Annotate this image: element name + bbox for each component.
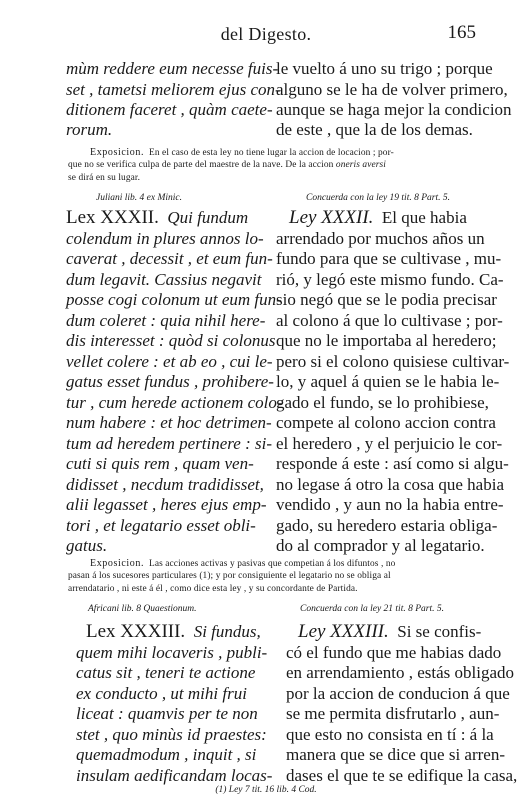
exposicion-text: En el caso de esta ley no tiene lugar la accion de locacion ; por- xyxy=(149,148,394,158)
exposicion-label: Exposicion. xyxy=(90,558,145,569)
spanish-line: arrendado por muchos años un xyxy=(276,228,485,248)
latin-line: dum legavit. Cassius negavit xyxy=(66,269,262,289)
spanish-line: el heredero , y el perjuicio le cor- xyxy=(276,433,503,453)
exposicion-text: se dirá en su lugar. xyxy=(68,173,141,183)
spanish-text: Si se confis- xyxy=(397,622,482,641)
spanish-line: que esto no consista en tí : á la xyxy=(286,724,494,744)
spanish-text: El que habia xyxy=(381,208,467,227)
citation-header: Juliani lib. 4 ex Minic. xyxy=(96,193,183,203)
exposicion-text: arrendatario , ni este á él , como dice esta ley , y su concordante de Partida. xyxy=(68,584,358,594)
concordance-header: Concuerda con la ley 21 tit. 8 Part. 5. xyxy=(300,604,444,614)
latin-line: tori , et legatario esset obli- xyxy=(66,515,256,535)
spanish-line: de este , que la de los demas. xyxy=(276,120,473,139)
lex-heading: Lex XXXII. xyxy=(66,207,159,228)
concordance-header: Concuerda con la ley 19 tit. 8 Part. 5. xyxy=(306,193,450,203)
spanish-line: no legase á otro la cosa que habia xyxy=(276,474,504,494)
spanish-line: por la accion de conducion á que xyxy=(286,683,510,703)
spanish-line: alguno se le ha de volver primero, xyxy=(276,80,508,99)
latin-line: stet , quo minùs id praestes: xyxy=(76,724,267,744)
spanish-line: al colono á que lo cultivase ; por- xyxy=(276,310,503,330)
latin-line: quem mihi locaveris , publi- xyxy=(76,642,268,662)
latin-text: Qui fundum xyxy=(167,208,249,227)
exposicion-note xyxy=(68,159,386,172)
exposicion-label: Exposicion. xyxy=(90,147,145,158)
spanish-line: dases el que te se edifique la casa, xyxy=(286,765,518,785)
spanish-line: vendido , y aun no la habia entre- xyxy=(276,495,504,514)
page-number: 165 xyxy=(447,22,476,43)
latin-line: gatus. xyxy=(66,536,108,555)
ley-heading: Ley XXXII. xyxy=(289,207,374,228)
latin-line: tum ad heredem pertinere : si- xyxy=(66,433,272,453)
latin-line: rorum. xyxy=(66,120,113,139)
spanish-line: se me permita disfrutarlo , aun- xyxy=(286,704,500,723)
spanish-line: gado, su heredero estaria obliga- xyxy=(276,515,498,535)
latin-line: cuti si quis rem , quam ven- xyxy=(66,454,254,473)
latin-line: catus sit , teneri te actione xyxy=(76,663,256,682)
footnote: (1) Ley 7 tit. 16 lib. 4 Cod. xyxy=(215,785,317,795)
spanish-line: rió, y legó este mismo fundo. Ca- xyxy=(276,269,504,289)
latin-line: alii legasset , heres ejus emp- xyxy=(66,495,267,514)
spanish-line: pero si el colono quisiese cultivar- xyxy=(276,351,510,371)
latin-line: set , tametsi meliorem ejus con- xyxy=(66,80,281,99)
spanish-line: aunque se haga mejor la condicion xyxy=(276,100,512,119)
latin-line: posse cogi colonum ut eum fun- xyxy=(66,290,282,309)
latin-line: tur , cum herede actionem colo- xyxy=(66,392,283,412)
latin-line: insulam aedificandam locas- xyxy=(76,765,273,785)
spanish-line: do al comprador y al legatario. xyxy=(276,536,485,555)
spanish-line: en arrendamiento , estás obligado xyxy=(286,663,515,682)
spanish-line xyxy=(289,208,467,227)
spanish-line: gado el fundo, se lo prohibiese, xyxy=(276,392,489,412)
running-title: del Digesto. xyxy=(220,24,312,44)
spanish-line: fundo para que se cultivase , mu- xyxy=(276,249,502,268)
latin-line: vellet colere : et ab eo , cui le- xyxy=(66,351,273,371)
latin-line: num habere : et hoc detrimen- xyxy=(66,413,272,432)
latin-text: Si fundus, xyxy=(193,622,261,641)
spanish-line: le vuelto á uno su trigo ; porque xyxy=(276,59,493,78)
latin-line: didisset , necdum tradidisset, xyxy=(66,474,264,494)
latin-line: ditionem faceret , quàm caete- xyxy=(66,100,273,119)
exposicion-text: Las acciones activas y pasivas que competian á los difuntos , no xyxy=(149,559,396,569)
latin-line: gatus esset fundus , prohibere- xyxy=(66,372,274,391)
spanish-line: compete al colono accion contra xyxy=(276,413,496,432)
lex-heading: Lex XXXIII. xyxy=(86,621,186,642)
latin-line: ex conducto , ut mihi frui xyxy=(76,683,247,703)
latin-line: colendum in plures annos lo- xyxy=(66,228,264,248)
spanish-line: responde á este : así como si algu- xyxy=(276,454,509,473)
latin-line xyxy=(86,622,261,641)
latin-line: mùm reddere eum necesse fuis- xyxy=(66,59,279,78)
ley-heading: Ley XXXIII. xyxy=(298,621,389,642)
latin-line: quemadmodum , inquit , si xyxy=(76,745,257,764)
latin-line: dis interesset : quòd si colonus xyxy=(66,331,276,350)
latin-line: liceat : quamvis per te non xyxy=(76,704,258,723)
latin-line: caverat , decessit , et eum fun- xyxy=(66,249,273,268)
exposicion-text: que no se verifica culpa de parte del maestre de la nave. De la accion xyxy=(68,160,334,170)
spanish-line: que no le importaba al heredero; xyxy=(276,331,497,350)
spanish-line: lo, y aquel á quien se le habia le- xyxy=(276,372,500,391)
citation-header: Africani lib. 8 Quaestionum. xyxy=(88,604,197,614)
spanish-line: sio negó que se le podia precisar xyxy=(276,290,497,309)
latin-line: dum coleret : quia nihil here- xyxy=(66,310,266,330)
latin-line xyxy=(66,208,248,227)
exposicion-italic: oneris aversi xyxy=(335,160,386,170)
spanish-line: có el fundo que me habias dado xyxy=(286,642,502,662)
exposicion-text: pasan á los sucesores particulares (1); y por consiguiente el legatario no se obliga al xyxy=(68,571,391,581)
exposicion-note xyxy=(90,146,394,160)
spanish-line xyxy=(298,622,481,641)
exposicion-note xyxy=(90,557,395,571)
spanish-line: manera que se dice que si arren- xyxy=(286,745,505,764)
